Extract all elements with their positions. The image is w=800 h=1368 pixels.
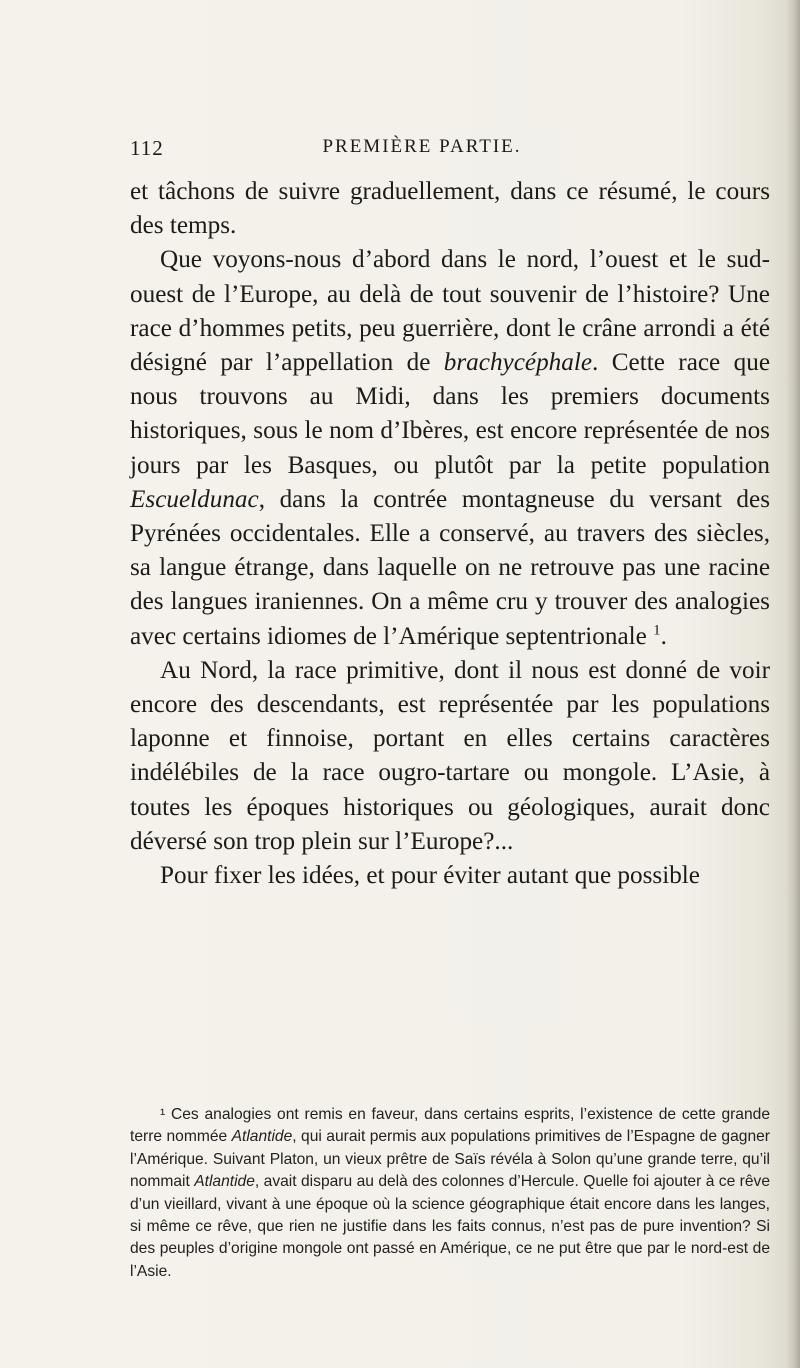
paragraph-2 <box>130 243 770 653</box>
footnote-1 <box>130 1104 770 1283</box>
running-head: PREMIÈRE PARTIE. <box>322 136 522 157</box>
page-number: 112 <box>130 136 164 160</box>
term-escueldunac: Escueldunac <box>130 485 259 513</box>
paragraph-2-part-c: . Cette race que nous trouvons au Midi, dans les premiers documents historiques, sous le nom d’Ibères, est encore représentée de nos jours par les Basques, ou plutôt par la petite population <box>130 349 770 479</box>
page-header <box>130 136 690 170</box>
footnote-section <box>130 1104 770 1283</box>
term-atlantide-1: Atlantide <box>231 1128 293 1146</box>
paragraph-2-end: . <box>660 622 667 650</box>
footnote-part-a: Ces analogies ont remis en faveur, dans certains esprits, l’existence de cette grande terre nommée <box>130 1106 770 1146</box>
footnote-part-c: , qui aurait permis aux populations primitives de l’Espagne de gagner l’Amérique. Suivant Platon, un vieux prêtre de Saïs révéla à Solon qu’une grande terre, qu’il nommait <box>130 1128 770 1191</box>
term-brachycephale: brachycéphale <box>443 349 593 377</box>
term-atlantide-2: Atlantide <box>194 1173 255 1191</box>
paragraph-1: et tâchons de suivre graduellement, dans ce résumé, le cours des temps. <box>130 178 770 240</box>
main-text <box>130 175 770 893</box>
page-edge-shadow <box>786 0 800 1368</box>
paragraph-3: Au Nord, la race primitive, dont il nous est donné de voir encore des descendants, est représentée par les populations laponne et finnoise, portant en elles certains caractères indélébiles de la race ougro-tartare ou mongole. L’Asie, à toutes les époques historiques ou géologiques, aurait donc déversé son trop plein sur l’Europe?... <box>130 656 770 855</box>
footnote-mark: ¹ <box>160 1106 166 1123</box>
footnote-part-e: , avait disparu au delà des colonnes d’Hercule. Quelle foi ajouter à ce rêve d’un vieillard, vivant à une époque où la science géographique était encore dans les langes, si même ce rêve, que rien ne justifie dans les faits connus, n’est pas de pure invention? Si des peuples d’origine mongole ont passé en Amérique, ce ne put être que par le nord-est de l’Asie. <box>130 1173 770 1280</box>
footnote-reference: 1 <box>653 622 661 639</box>
paragraph-4: Pour fixer les idées, et pour éviter autant que possible <box>160 862 700 890</box>
paragraph-2-part-a: Que voyons-nous d’abord dans le nord, l’ouest et le sud-ouest de l’Europe, au delà de tout souvenir de l’histoire? Une race d’hommes petits, peu guerrière, dont le crâne arrondi a été désigné par l’appellation de <box>130 246 770 377</box>
paragraph-2-part-e: , dans la contrée montagneuse du versant des Pyrénées occidentales. Elle a conservé, au travers des siècles, sa langue étrange, dans laquelle on ne retrouve pas une racine des langues iraniennes. On a même cru y trouver des analogies avec certains idiomes de l’Amérique septentrionale <box>130 485 770 650</box>
